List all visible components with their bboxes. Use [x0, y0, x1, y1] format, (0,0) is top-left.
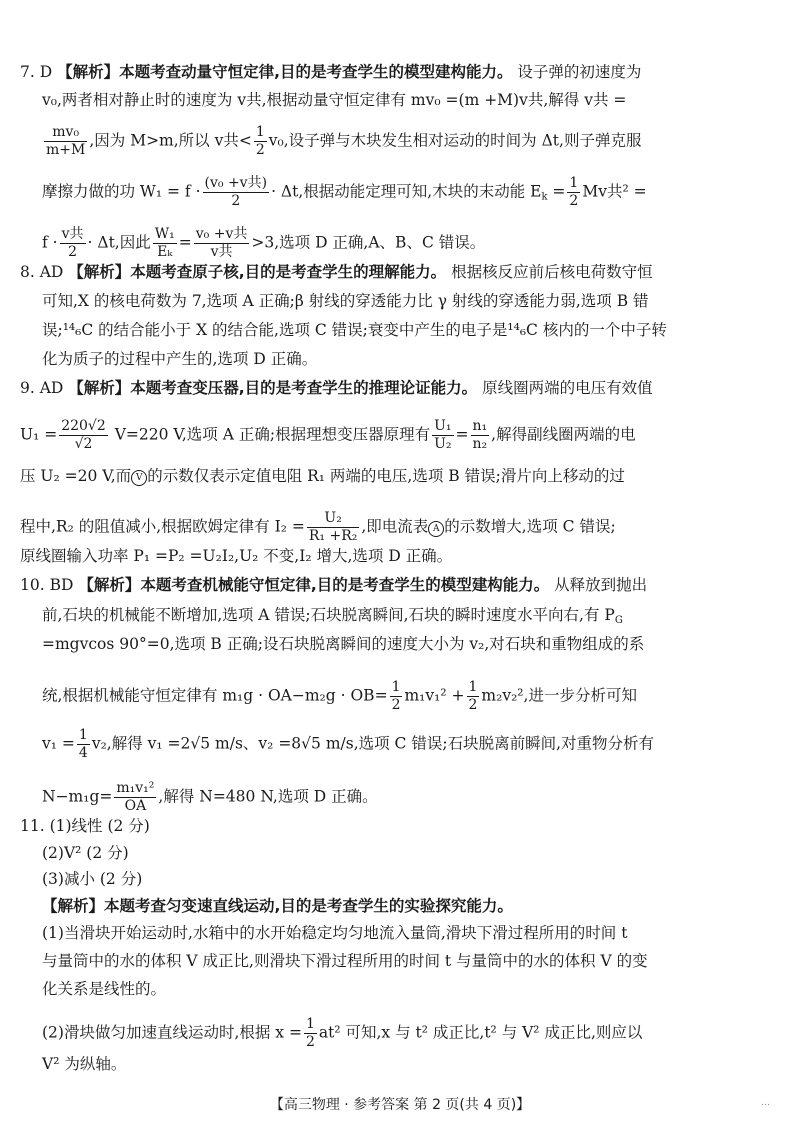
fraction: $\frac{\text{v共}}{2}$	[61, 226, 84, 260]
page-footer: 【高三物理 · 参考答案 第 2 页(共 4 页)】	[269, 1097, 531, 1113]
answer-7-line-3: $\frac{\text{mv₀}}{m+M}$ ,因为 M>m,所以 v共< $\frac{1}{2}$ v₀,设子弹与木块发生相对运动的时间为 Δt,则子弹克服	[46, 124, 642, 158]
answer-11-part-1: (1)线性 (2 分)	[49, 817, 150, 835]
fraction: $\frac{\text{U₂}}{\text{R₁ +R₂}}$	[308, 510, 358, 544]
answer-7-number: 7. D	[20, 63, 53, 81]
answer-10-line-4: 统,根据机械能守恒定律有 m₁g · OA−m₂g · OB= $\frac{1}{2}$ m₁v₁² + $\frac{1}{2}$ m₂v₂²,进一步分析可知	[42, 679, 637, 713]
fraction: $\frac{\text{mv₀}}{m+M}$	[46, 124, 86, 158]
answer-7-line-2: v₀,两者相对静止时的速度为 v共,根据动量守恒定律有 mv₀ =(m +M)v共,解得 v共 =	[42, 91, 627, 109]
answer-7-line-4: 摩擦力做的功 W₁ = f · $\frac{\text{(v₀ +v共)}}{2}$ · Δt,根据动能定理可知,木块的末动能 $E_k$ = $\frac{1}{2}$ Mv共² =	[42, 175, 647, 209]
fraction: $\frac{\text{v₀ +v共}}{\text{v共}}$	[195, 226, 248, 260]
answer-7-text: 设子弹的初速度为	[517, 63, 642, 81]
fraction: $\frac{1}{2}$	[468, 679, 478, 713]
answer-9-line-2: U₁ = $\frac{220√2}{√2}$ V=220 V,选项 A 正确;根据理想变压器原理有 $\frac{\text{U₁}}{\text{U₂}}$ = $\frac{\text{n₁}}{\text{n₂}}$ ,解得副线圈两端的电	[20, 418, 636, 452]
answer-11-part-3: (3)减小 (2 分)	[42, 870, 143, 888]
ammeter-symbol: A	[428, 521, 444, 537]
answer-8-analysis-tag: 【解析】本题考查原子核,目的是考查学生的理解能力。	[68, 263, 447, 281]
answer-8-line-3: 误;¹⁴₆C 的结合能小于 X 的结合能,选项 C 错误;衰变中产生的电子是¹⁴₆C 核内的一个中子转	[42, 321, 667, 339]
answer-10-line-1	[20, 575, 647, 595]
answer-11-line-1	[20, 816, 150, 836]
answer-7-line-1	[20, 62, 641, 82]
fraction: $\frac{1}{2}$	[569, 175, 579, 209]
answer-10-line-3: =mgvcos 90°=0,选项 B 正确;设石块脱离瞬间的速度大小为 v₂,对石块和重物组成的系	[42, 635, 645, 653]
fraction: $\frac{1}{2}$	[305, 1016, 315, 1050]
answer-9-line-1	[20, 378, 653, 398]
answer-11-para-1-line-3: 化关系是线性的。	[42, 980, 167, 998]
answer-8-line-1	[20, 262, 653, 282]
answer-8-line-2: 可知,X 的核电荷数为 7,选项 A 正确;β 射线的穿透能力比 γ 射线的穿透能力弱,选项 B 错	[42, 292, 649, 310]
answer-9-line-4: 程中,R₂ 的阻值减小,根据欧姆定律有 I₂ = $\frac{\text{U₂}}{\text{R₁ +R₂}}$ ,即电流表 A 的示数增大,选项 C 错误;	[20, 510, 616, 544]
fraction: $\frac{\text{n₁}}{\text{n₂}}$	[472, 418, 488, 452]
answer-11-para-2-line-1: (2)滑块做匀加速直线运动时,根据 x = $\frac{1}{2}$ at² 可知,x 与 t² 成正比,t² 与 V² 成正比,则应以	[42, 1016, 643, 1050]
answer-11-para-2-line-2: V² 为纵轴。	[42, 1055, 127, 1073]
fraction: $\frac{\text{m₁v₁²}}{OA}$	[116, 780, 155, 814]
answer-10-line-5: v₁ = $\frac{1}{4}$ v₂,解得 v₁ =2√5 m/s、v₂ =8√5 m/s,选项 C 错误;石块脱离前瞬间,对重物分析有	[42, 727, 654, 761]
answer-11-para-1-line-2: 与量筒中的水的体积 V 成正比,则滑块下滑过程所用的时间 t 与量筒中的水的体积 V 的变	[42, 952, 648, 970]
fraction: $\frac{\text{W₁}}{\text{Eₖ}}$	[154, 226, 175, 260]
answer-10-number: 10. BD	[20, 576, 74, 594]
voltmeter-symbol: V	[131, 470, 147, 486]
answer-11-para-1-line-1: (1)当滑块开始运动时,水箱中的水开始稳定均匀地流入量筒,滑块下滑过程所用的时间 t	[42, 924, 628, 942]
corner-mark: …	[761, 1098, 770, 1108]
answer-11-part-2: (2)V² (2 分)	[42, 844, 129, 862]
fraction: $\frac{1}{2}$	[255, 124, 265, 158]
answer-8-line-4: 化为质子的过程中产生的,选项 D 正确。	[42, 350, 318, 368]
answer-10-line-6: N−m₁g= $\frac{\text{m₁v₁²}}{OA}$ ,解得 N=480 N,选项 D 正确。	[42, 780, 378, 814]
answer-11-number: 11.	[20, 817, 45, 835]
answer-10-line-2: 前,石块的机械能不断增加,选项 A 错误;石块脱离瞬间,石块的瞬时速度水平向右,有 $P_G$	[42, 606, 623, 626]
answer-9-line-3: 压 U₂ =20 V,而 V 的示数仅表示定值电阻 R₁ 两端的电压,选项 B 错误;滑片向上移动的过	[20, 467, 625, 485]
fraction: $\frac{220√2}{√2}$	[61, 418, 106, 452]
answer-9-analysis-tag: 【解析】本题考查变压器,目的是考查学生的推理论证能力。	[68, 379, 478, 397]
fraction: $\frac{\text{(v₀ +v共)}}{2}$	[204, 175, 268, 209]
answer-7-analysis-tag: 【解析】本题考查动量守恒定律,目的是考查学生的模型建构能力。	[57, 63, 513, 81]
fraction: $\frac{1}{4}$	[78, 727, 88, 761]
answer-9-number: 9. AD	[20, 379, 64, 397]
fraction: $\frac{\text{U₁}}{\text{U₂}}$	[434, 418, 452, 452]
answer-9-text: 原线圈两端的电压有效值	[482, 379, 653, 397]
fraction: $\frac{1}{2}$	[391, 679, 401, 713]
answer-8-text: 根据核反应前后核电荷数守恒	[451, 263, 653, 281]
answer-10-analysis-tag: 【解析】本题考查机械能守恒定律,目的是考查学生的模型建构能力。	[78, 576, 550, 594]
answer-10-text: 从释放到抛出	[554, 576, 648, 594]
answer-7-line-5: f · $\frac{\text{v共}}{2}$ · Δt,因此 $\frac{\text{W₁}}{\text{Eₖ}}$ = $\frac{\text{v₀ +v共}}{\text{v共}}$ >3,选项 D 正确,A、B、C 错误。	[42, 226, 486, 260]
answer-8-number: 8. AD	[20, 263, 64, 281]
answer-9-line-5: 原线圈输入功率 P₁ =P₂ =U₂I₂,U₂ 不变,I₂ 增大,选项 D 正确。	[20, 547, 453, 565]
answer-11-analysis-tag: 【解析】本题考查匀变速直线运动,目的是考查学生的实验探究能力。	[42, 897, 513, 915]
